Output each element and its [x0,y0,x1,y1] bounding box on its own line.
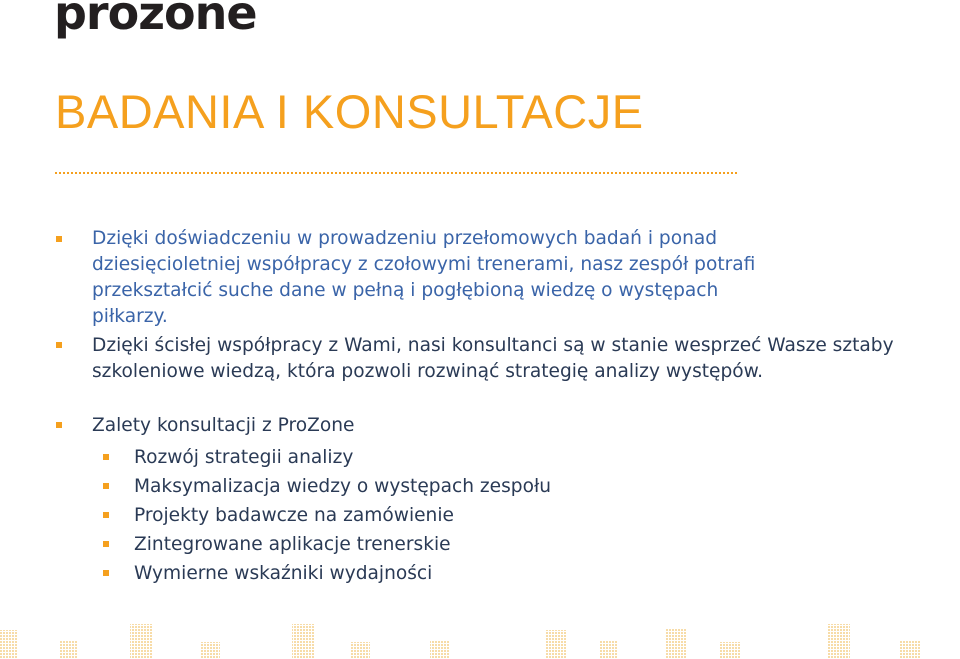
sub-bullet-icon [103,454,109,460]
list-item-label: Projekty badawcze na zamówienie [134,505,454,526]
list-item-label: Wymierne wskaźniki wydajności [134,563,433,584]
advantages-list [100,443,551,588]
sub-bullet-icon [103,483,109,489]
list-item [100,559,551,588]
bullet-icon [56,342,62,348]
list-item [100,501,551,530]
bullet-icon [56,422,62,428]
sub-bullet-icon [103,570,109,576]
sub-bullet-icon [103,541,109,547]
list-item-label: Zintegrowane aplikacje trenerskie [134,534,451,555]
page-title: BADANIA I KONSULTACJE [55,85,644,138]
list-item-label: Rozwój strategii analizy [134,447,354,468]
list-item-label: Maksymalizacja wiedzy o występach zespołu [134,476,552,497]
list-item [100,443,551,472]
paragraph-consultants: Dzięki ścisłej współpracy z Wami, nasi konsultanci są w stanie wesprzeć Wasze sztaby szkoleniowe wiedzą, która pozwoli rozwinąć strategię analizy występów. [92,335,894,382]
list-item [100,472,551,501]
sub-bullet-icon [103,512,109,518]
paragraph-advantages: Zalety konsultacji z ProZone [92,415,355,436]
bullet-icon [56,236,62,242]
decorative-dot-pattern [0,620,960,659]
list-item [100,530,551,559]
prozone-logo: prozone [54,0,257,40]
paragraph-research: Dzięki doświadczeniu w prowadzeniu przełomowych badań i ponad dziesięcioletniej współpracy z czołowymi trenerami, nasz zespół potrafi przekształcić suche dane w pełną i pogłębioną wiedzę o występach piłkarzy. [92,228,756,327]
title-divider [55,172,737,174]
